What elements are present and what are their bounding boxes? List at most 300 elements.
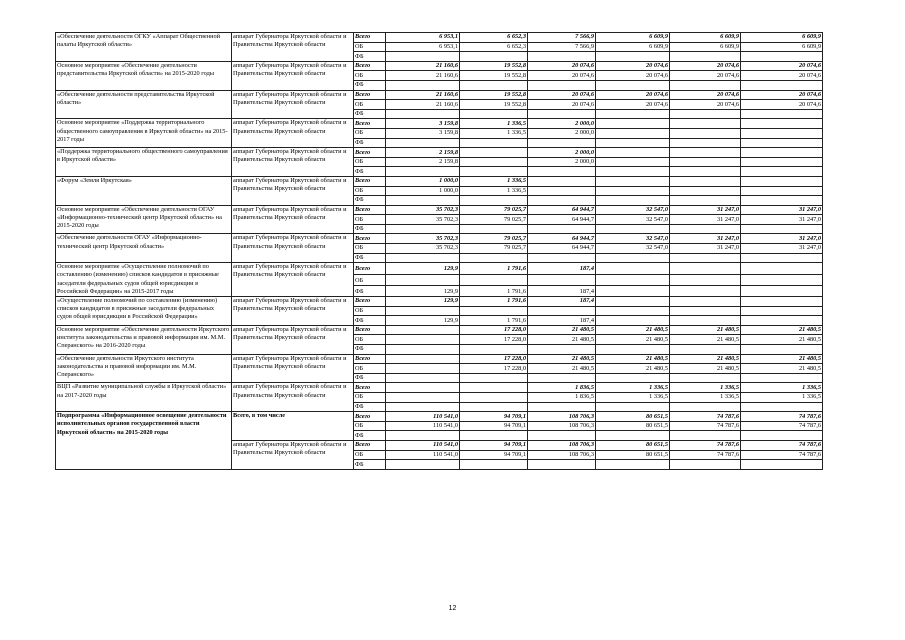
- executor: аппарат Губернатора Иркутской области и Правительства Иркутской области: [232, 148, 354, 177]
- amount-cell: 31 247,0: [670, 205, 741, 215]
- funding-source: ФБ: [354, 402, 386, 412]
- budget-row: [56, 263, 823, 274]
- amount-cell: [386, 167, 460, 177]
- amount-cell: [670, 306, 741, 316]
- amount-cell: [596, 345, 670, 355]
- amount-cell: 74 787,6: [670, 440, 741, 450]
- amount-cell: [741, 128, 823, 138]
- budget-row: [56, 33, 823, 43]
- funding-source: ОБ: [354, 128, 386, 138]
- amount-cell: 21 480,5: [670, 354, 741, 364]
- amount-cell: [460, 167, 528, 177]
- amount-cell: [741, 157, 823, 167]
- funding-source: ОБ: [354, 306, 386, 316]
- amount-cell: 20 074,6: [596, 71, 670, 81]
- amount-cell: [528, 52, 596, 62]
- amount-cell: 79 025,7: [460, 215, 528, 225]
- executor: аппарат Губернатора Иркутской области и Правительства Иркутской области: [232, 119, 354, 148]
- funding-source: Всего: [354, 440, 386, 450]
- measure-name: «Обеспечение деятельности ОГАУ «Информационно-технический центр Иркутской области»: [56, 234, 232, 263]
- amount-cell: 1 791,6: [460, 316, 528, 326]
- amount-cell: 20 074,6: [596, 100, 670, 110]
- amount-cell: [596, 186, 670, 196]
- budget-row: [56, 234, 823, 244]
- amount-cell: 21 480,5: [596, 354, 670, 364]
- funding-source: ФБ: [354, 138, 386, 148]
- amount-cell: 64 944,7: [528, 205, 596, 215]
- measure-name: «Поддержка территориального общественного самоуправления в Иркутской области»: [56, 148, 232, 177]
- amount-cell: [670, 224, 741, 234]
- amount-cell: [670, 402, 741, 412]
- amount-cell: [741, 109, 823, 119]
- budget-table: [55, 32, 823, 470]
- amount-cell: 187,4: [528, 263, 596, 274]
- amount-cell: [460, 393, 528, 403]
- amount-cell: 94 709,1: [460, 440, 528, 450]
- executor: аппарат Губернатора Иркутской области и Правительства Иркутской области: [232, 90, 354, 119]
- amount-cell: 80 651,5: [596, 421, 670, 431]
- funding-source: ОБ: [354, 364, 386, 374]
- amount-cell: 31 247,0: [741, 205, 823, 215]
- funding-source: ФБ: [354, 224, 386, 234]
- funding-source: ОБ: [354, 157, 386, 167]
- amount-cell: 1 000,0: [386, 186, 460, 196]
- amount-cell: 79 025,7: [460, 244, 528, 254]
- amount-cell: [386, 402, 460, 412]
- executor: аппарат Губернатора Иркутской области и Правительства Иркутской области: [232, 354, 354, 383]
- amount-cell: [670, 285, 741, 296]
- amount-cell: 1 791,6: [460, 285, 528, 296]
- funding-source: ФБ: [354, 460, 386, 470]
- amount-cell: [670, 345, 741, 355]
- amount-cell: 21 480,5: [528, 325, 596, 335]
- amount-cell: [670, 316, 741, 326]
- amount-cell: [460, 52, 528, 62]
- amount-cell: 21 160,6: [386, 100, 460, 110]
- funding-source: ФБ: [354, 431, 386, 441]
- funding-source: Всего: [354, 297, 386, 307]
- funding-source: Всего: [354, 148, 386, 158]
- amount-cell: 1 336,5: [596, 393, 670, 403]
- budget-row: [56, 119, 823, 129]
- amount-cell: 35 702,3: [386, 215, 460, 225]
- amount-cell: 20 074,6: [528, 61, 596, 71]
- amount-cell: [741, 373, 823, 383]
- amount-cell: 129,9: [386, 263, 460, 274]
- funding-source: Всего: [354, 61, 386, 71]
- amount-cell: 187,4: [528, 316, 596, 326]
- amount-cell: 74 787,6: [670, 450, 741, 460]
- funding-source: Всего: [354, 325, 386, 335]
- amount-cell: [528, 253, 596, 263]
- amount-cell: 35 702,3: [386, 234, 460, 244]
- amount-cell: 1 336,5: [670, 383, 741, 393]
- amount-cell: 2 000,0: [528, 119, 596, 129]
- budget-row: [56, 325, 823, 335]
- amount-cell: 20 074,6: [596, 90, 670, 100]
- amount-cell: [596, 373, 670, 383]
- amount-cell: [386, 52, 460, 62]
- amount-cell: 1 336,5: [460, 128, 528, 138]
- amount-cell: [741, 274, 823, 285]
- amount-cell: [670, 431, 741, 441]
- amount-cell: 20 074,6: [528, 90, 596, 100]
- executor: аппарат Губернатора Иркутской области и Правительства Иркутской области: [232, 440, 354, 469]
- executor: Всего, в том числе: [232, 412, 354, 441]
- amount-cell: [528, 402, 596, 412]
- amount-cell: [528, 196, 596, 206]
- amount-cell: 21 480,5: [670, 325, 741, 335]
- amount-cell: [386, 393, 460, 403]
- amount-cell: [741, 285, 823, 296]
- funding-source: ФБ: [354, 253, 386, 263]
- executor: аппарат Губернатора Иркутской области и Правительства Иркутской области: [232, 61, 354, 90]
- amount-cell: [386, 460, 460, 470]
- amount-cell: [460, 80, 528, 90]
- amount-cell: [670, 373, 741, 383]
- amount-cell: 80 651,5: [596, 440, 670, 450]
- amount-cell: 19 552,8: [460, 61, 528, 71]
- amount-cell: [596, 263, 670, 274]
- amount-cell: 21 480,5: [741, 335, 823, 345]
- amount-cell: [741, 306, 823, 316]
- amount-cell: [670, 274, 741, 285]
- funding-source: ФБ: [354, 167, 386, 177]
- amount-cell: 3 159,8: [386, 128, 460, 138]
- amount-cell: 80 651,5: [596, 412, 670, 422]
- amount-cell: 21 160,6: [386, 61, 460, 71]
- amount-cell: [596, 460, 670, 470]
- amount-cell: 1 336,5: [460, 119, 528, 129]
- amount-cell: [596, 128, 670, 138]
- amount-cell: [460, 306, 528, 316]
- amount-cell: [741, 224, 823, 234]
- amount-cell: 31 247,0: [741, 215, 823, 225]
- amount-cell: [386, 383, 460, 393]
- funding-source: ФБ: [354, 196, 386, 206]
- amount-cell: 20 074,6: [670, 100, 741, 110]
- amount-cell: 6 609,9: [741, 33, 823, 43]
- measure-name: «Осуществление полномочий по составлению (изменению) списков кандидатов в присяжные заседатели федеральных судов общей юрисдикции в Российской Федерации»: [56, 297, 232, 326]
- amount-cell: [386, 109, 460, 119]
- amount-cell: 1 791,6: [460, 263, 528, 274]
- amount-cell: [596, 274, 670, 285]
- executor: аппарат Губернатора Иркутской области и Правительства Иркутской области: [232, 297, 354, 326]
- funding-source: ФБ: [354, 285, 386, 296]
- measure-name: Основное мероприятие «Обеспечение деятельности Иркутского института законодательства и правовой информации им. М.М. Сперанского» на 2016-2020 годы: [56, 325, 232, 354]
- amount-cell: [670, 186, 741, 196]
- amount-cell: 79 025,7: [460, 205, 528, 215]
- measure-name: ВЦП «Развитие муниципальной службы в Иркутской области» на 2017-2020 годы: [56, 383, 232, 412]
- funding-source: ОБ: [354, 215, 386, 225]
- amount-cell: [386, 80, 460, 90]
- funding-source: Всего: [354, 383, 386, 393]
- amount-cell: [670, 253, 741, 263]
- amount-cell: [596, 167, 670, 177]
- amount-cell: 20 074,6: [741, 71, 823, 81]
- amount-cell: 1 336,5: [741, 383, 823, 393]
- amount-cell: [460, 373, 528, 383]
- amount-cell: [741, 460, 823, 470]
- amount-cell: [596, 119, 670, 129]
- amount-cell: [596, 52, 670, 62]
- amount-cell: 31 247,0: [670, 215, 741, 225]
- amount-cell: [741, 138, 823, 148]
- amount-cell: 21 160,6: [386, 71, 460, 81]
- amount-cell: [596, 80, 670, 90]
- amount-cell: [386, 138, 460, 148]
- amount-cell: 108 706,3: [528, 421, 596, 431]
- amount-cell: [670, 52, 741, 62]
- amount-cell: 21 160,6: [386, 90, 460, 100]
- amount-cell: 19 552,8: [460, 90, 528, 100]
- amount-cell: 6 953,1: [386, 42, 460, 52]
- amount-cell: 31 247,0: [741, 244, 823, 254]
- funding-source: Всего: [354, 176, 386, 186]
- amount-cell: [741, 176, 823, 186]
- amount-cell: [741, 52, 823, 62]
- funding-source: ОБ: [354, 393, 386, 403]
- amount-cell: 32 547,0: [596, 205, 670, 215]
- amount-cell: [386, 345, 460, 355]
- amount-cell: 129,9: [386, 285, 460, 296]
- amount-cell: 74 787,6: [741, 450, 823, 460]
- amount-cell: [528, 431, 596, 441]
- amount-cell: [596, 109, 670, 119]
- funding-source: ОБ: [354, 244, 386, 254]
- amount-cell: [460, 431, 528, 441]
- funding-source: ФБ: [354, 345, 386, 355]
- amount-cell: 17 228,0: [460, 364, 528, 374]
- amount-cell: [670, 119, 741, 129]
- amount-cell: [460, 157, 528, 167]
- measure-name: Основное мероприятие «Обеспечение деятельности представительства Иркутской области» на 2015-2020 годы: [56, 61, 232, 90]
- amount-cell: 187,4: [528, 297, 596, 307]
- amount-cell: 7 566,9: [528, 42, 596, 52]
- amount-cell: [528, 373, 596, 383]
- budget-row: [56, 90, 823, 100]
- budget-table-body: [56, 33, 823, 470]
- amount-cell: 3 159,8: [386, 119, 460, 129]
- measure-name: «Обеспечение деятельности ОГКУ «Аппарат Общественной палаты Иркутской области»: [56, 33, 232, 62]
- amount-cell: [670, 128, 741, 138]
- amount-cell: 1 336,5: [741, 393, 823, 403]
- amount-cell: 1 836,5: [528, 383, 596, 393]
- amount-cell: [460, 345, 528, 355]
- amount-cell: [386, 253, 460, 263]
- funding-source: Всего: [354, 234, 386, 244]
- funding-source: ОБ: [354, 42, 386, 52]
- amount-cell: [386, 325, 460, 335]
- amount-cell: [670, 263, 741, 274]
- amount-cell: 6 609,9: [670, 42, 741, 52]
- amount-cell: [741, 263, 823, 274]
- amount-cell: 21 480,5: [596, 364, 670, 374]
- amount-cell: 21 480,5: [596, 335, 670, 345]
- amount-cell: 17 228,0: [460, 325, 528, 335]
- funding-source: Всего: [354, 263, 386, 274]
- amount-cell: [528, 306, 596, 316]
- measure-name: Подпрограмма «Информационное освещение деятельности исполнительных органов государственной власти Иркутской области» на 2015-2020 годы: [56, 412, 232, 470]
- amount-cell: 1 836,5: [528, 393, 596, 403]
- amount-cell: 35 702,3: [386, 244, 460, 254]
- amount-cell: 21 480,5: [741, 325, 823, 335]
- funding-source: ОБ: [354, 274, 386, 285]
- amount-cell: [596, 138, 670, 148]
- amount-cell: 74 787,6: [741, 421, 823, 431]
- amount-cell: [596, 285, 670, 296]
- amount-cell: [741, 431, 823, 441]
- funding-source: Всего: [354, 412, 386, 422]
- amount-cell: 187,4: [528, 285, 596, 296]
- amount-cell: [460, 402, 528, 412]
- amount-cell: 108 706,3: [528, 440, 596, 450]
- amount-cell: 21 480,5: [741, 364, 823, 374]
- amount-cell: 2 000,0: [528, 157, 596, 167]
- amount-cell: 35 702,3: [386, 205, 460, 215]
- amount-cell: 94 709,1: [460, 450, 528, 460]
- amount-cell: 79 025,7: [460, 234, 528, 244]
- executor: аппарат Губернатора Иркутской области и Правительства Иркутской области: [232, 263, 354, 297]
- measure-name: «Форум «Земля Иркутская»: [56, 176, 232, 205]
- funding-source: Всего: [354, 205, 386, 215]
- amount-cell: 17 228,0: [460, 335, 528, 345]
- amount-cell: [528, 460, 596, 470]
- amount-cell: [596, 176, 670, 186]
- amount-cell: 6 609,9: [670, 33, 741, 43]
- funding-source: ФБ: [354, 316, 386, 326]
- amount-cell: 1 336,5: [596, 383, 670, 393]
- funding-source: Всего: [354, 33, 386, 43]
- amount-cell: 21 480,5: [528, 354, 596, 364]
- amount-cell: [460, 460, 528, 470]
- amount-cell: 64 944,7: [528, 234, 596, 244]
- amount-cell: 19 552,8: [460, 100, 528, 110]
- amount-cell: 2 159,8: [386, 148, 460, 158]
- amount-cell: [741, 196, 823, 206]
- amount-cell: [386, 364, 460, 374]
- funding-source: Всего: [354, 90, 386, 100]
- amount-cell: [386, 196, 460, 206]
- amount-cell: 20 074,6: [741, 100, 823, 110]
- amount-cell: 21 480,5: [596, 325, 670, 335]
- amount-cell: 2 000,0: [528, 128, 596, 138]
- amount-cell: [596, 196, 670, 206]
- amount-cell: 6 609,9: [596, 42, 670, 52]
- amount-cell: 7 566,9: [528, 33, 596, 43]
- budget-row: [56, 354, 823, 364]
- amount-cell: 129,9: [386, 316, 460, 326]
- amount-cell: 110 541,0: [386, 412, 460, 422]
- amount-cell: [460, 383, 528, 393]
- amount-cell: 32 547,0: [596, 244, 670, 254]
- amount-cell: 20 074,6: [741, 90, 823, 100]
- amount-cell: 32 547,0: [596, 215, 670, 225]
- amount-cell: [386, 431, 460, 441]
- amount-cell: 21 480,5: [528, 364, 596, 374]
- amount-cell: 20 074,6: [528, 71, 596, 81]
- amount-cell: 31 247,0: [670, 244, 741, 254]
- amount-cell: [386, 373, 460, 383]
- amount-cell: 94 709,1: [460, 412, 528, 422]
- amount-cell: 1 000,0: [386, 176, 460, 186]
- amount-cell: [528, 224, 596, 234]
- amount-cell: 2 159,8: [386, 157, 460, 167]
- amount-cell: [741, 297, 823, 307]
- amount-cell: 94 709,1: [460, 421, 528, 431]
- amount-cell: [460, 253, 528, 263]
- amount-cell: 64 944,7: [528, 244, 596, 254]
- executor: аппарат Губернатора Иркутской области и Правительства Иркутской области: [232, 176, 354, 205]
- amount-cell: [741, 167, 823, 177]
- funding-source: ФБ: [354, 80, 386, 90]
- amount-cell: [741, 119, 823, 129]
- amount-cell: [670, 157, 741, 167]
- budget-row: [56, 176, 823, 186]
- amount-cell: 1 791,6: [460, 297, 528, 307]
- funding-source: ФБ: [354, 109, 386, 119]
- amount-cell: [741, 186, 823, 196]
- amount-cell: [528, 176, 596, 186]
- amount-cell: [670, 297, 741, 307]
- amount-cell: 108 706,3: [528, 450, 596, 460]
- amount-cell: [528, 186, 596, 196]
- executor: аппарат Губернатора Иркутской области и Правительства Иркутской области: [232, 33, 354, 62]
- amount-cell: 20 074,6: [528, 100, 596, 110]
- executor: аппарат Губернатора Иркутской области и Правительства Иркутской области: [232, 325, 354, 354]
- amount-cell: 108 706,3: [528, 412, 596, 422]
- amount-cell: [460, 109, 528, 119]
- funding-source: ОБ: [354, 421, 386, 431]
- amount-cell: [596, 297, 670, 307]
- amount-cell: [386, 274, 460, 285]
- amount-cell: [741, 80, 823, 90]
- amount-cell: [596, 148, 670, 158]
- amount-cell: 74 787,6: [741, 412, 823, 422]
- amount-cell: [596, 306, 670, 316]
- amount-cell: [741, 345, 823, 355]
- amount-cell: 6 652,3: [460, 33, 528, 43]
- amount-cell: 20 074,6: [670, 61, 741, 71]
- document-page: [55, 32, 822, 470]
- amount-cell: 20 074,6: [670, 71, 741, 81]
- amount-cell: 1 336,5: [670, 393, 741, 403]
- budget-row: [56, 205, 823, 215]
- budget-row: [56, 61, 823, 71]
- amount-cell: 1 336,5: [460, 176, 528, 186]
- amount-cell: [460, 224, 528, 234]
- amount-cell: [741, 402, 823, 412]
- amount-cell: 20 074,6: [670, 90, 741, 100]
- amount-cell: [596, 224, 670, 234]
- funding-source: Всего: [354, 354, 386, 364]
- amount-cell: 31 247,0: [741, 234, 823, 244]
- amount-cell: 21 480,5: [670, 335, 741, 345]
- funding-source: ОБ: [354, 186, 386, 196]
- amount-cell: [386, 354, 460, 364]
- amount-cell: [386, 306, 460, 316]
- amount-cell: 80 651,5: [596, 450, 670, 460]
- amount-cell: [386, 224, 460, 234]
- amount-cell: [596, 157, 670, 167]
- amount-cell: 21 480,5: [741, 354, 823, 364]
- amount-cell: [670, 176, 741, 186]
- funding-source: ОБ: [354, 335, 386, 345]
- measure-name: Основное мероприятие «Осуществление полномочий по составлению (изменению) списков кандидатов в присяжные заседатели федеральных судов общей юрисдикции в Российской Федерации» на 2015-2017 годы: [56, 263, 232, 297]
- amount-cell: 74 787,6: [741, 440, 823, 450]
- amount-cell: [460, 196, 528, 206]
- budget-row: [56, 148, 823, 158]
